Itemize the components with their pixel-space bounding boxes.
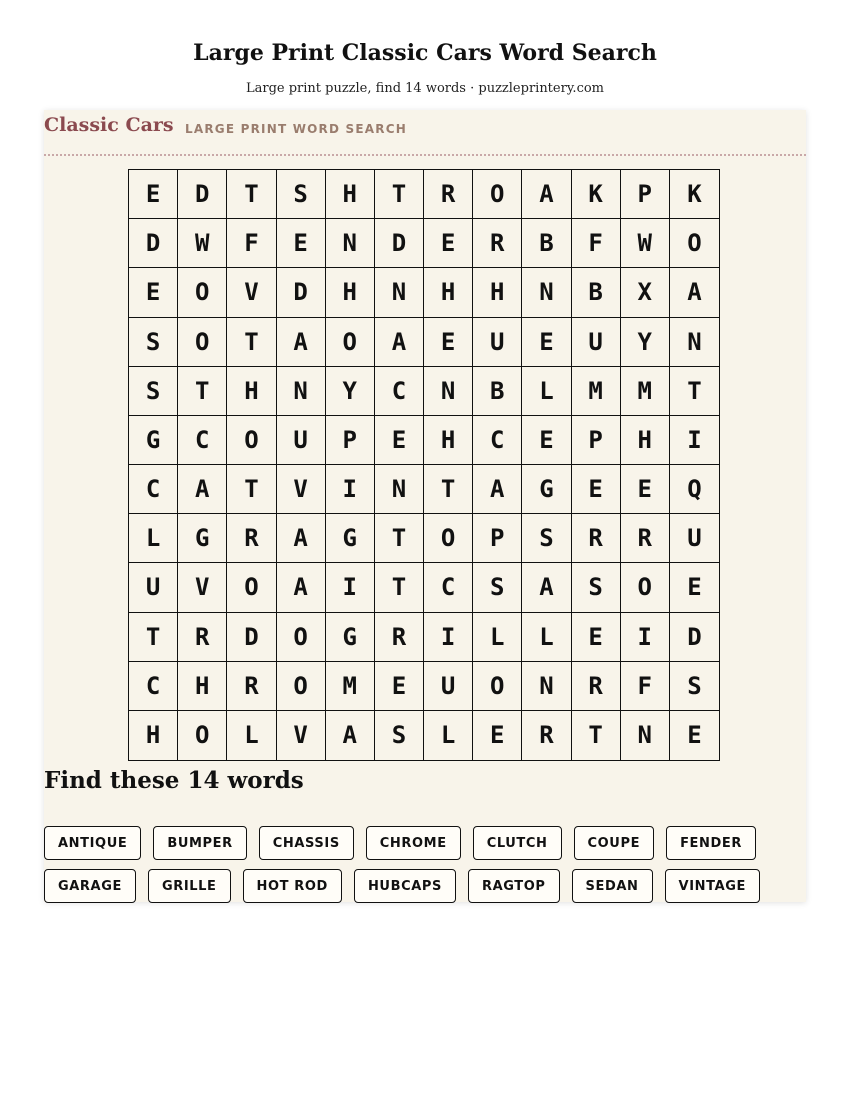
grid-cell[interactable]: I bbox=[326, 563, 375, 612]
puzzle-theme-title: Classic Cars bbox=[44, 114, 174, 136]
page-subtitle: Large print puzzle, find 14 words · puzzleprintery.com bbox=[245, 81, 605, 96]
grid-cell[interactable]: O bbox=[473, 170, 522, 219]
grid-cell[interactable]: N bbox=[621, 711, 670, 760]
grid-cell[interactable]: Q bbox=[670, 465, 719, 514]
grid-cell[interactable]: S bbox=[375, 711, 424, 760]
grid-cell[interactable]: R bbox=[621, 514, 670, 563]
grid-cell[interactable]: G bbox=[522, 465, 571, 514]
grid-cell[interactable]: N bbox=[375, 268, 424, 317]
grid-cell[interactable]: I bbox=[670, 416, 719, 465]
grid-cell[interactable]: A bbox=[473, 465, 522, 514]
grid-cell[interactable]: I bbox=[326, 465, 375, 514]
grid-cell[interactable]: F bbox=[572, 219, 621, 268]
grid-cell[interactable]: E bbox=[522, 318, 571, 367]
grid-cell[interactable]: V bbox=[277, 711, 326, 760]
grid-cell[interactable]: O bbox=[227, 563, 276, 612]
word-chip[interactable]: ANTIQUE bbox=[44, 826, 141, 860]
grid-cell[interactable]: D bbox=[375, 219, 424, 268]
grid-cell[interactable]: M bbox=[572, 367, 621, 416]
grid-cell[interactable]: O bbox=[326, 318, 375, 367]
page-title: Large Print Classic Cars Word Search bbox=[193, 40, 657, 66]
grid-cell[interactable]: U bbox=[424, 662, 473, 711]
grid-cell[interactable]: R bbox=[227, 514, 276, 563]
grid-cell[interactable]: H bbox=[424, 268, 473, 317]
puzzle-card bbox=[44, 110, 806, 902]
grid-cell[interactable]: U bbox=[670, 514, 719, 563]
grid-cell[interactable]: K bbox=[572, 170, 621, 219]
grid-cell[interactable]: H bbox=[326, 170, 375, 219]
grid-cell[interactable]: N bbox=[522, 662, 571, 711]
grid-cell[interactable]: P bbox=[621, 170, 670, 219]
grid-cell[interactable]: R bbox=[178, 613, 227, 662]
grid-cell[interactable]: V bbox=[277, 465, 326, 514]
grid-cell[interactable]: E bbox=[129, 170, 178, 219]
grid-cell[interactable]: I bbox=[424, 613, 473, 662]
grid-cell[interactable]: T bbox=[129, 613, 178, 662]
grid-cell[interactable]: A bbox=[670, 268, 719, 317]
grid-cell[interactable]: B bbox=[522, 219, 571, 268]
grid-cell[interactable]: E bbox=[572, 465, 621, 514]
grid-cell[interactable]: O bbox=[227, 416, 276, 465]
grid-cell[interactable]: B bbox=[473, 367, 522, 416]
grid-cell[interactable]: E bbox=[375, 416, 424, 465]
grid-cell[interactable]: M bbox=[621, 367, 670, 416]
grid-cell[interactable]: V bbox=[178, 563, 227, 612]
grid-cell[interactable]: R bbox=[473, 219, 522, 268]
grid-cell[interactable]: P bbox=[572, 416, 621, 465]
grid-cell[interactable]: C bbox=[129, 465, 178, 514]
grid-cell[interactable]: C bbox=[178, 416, 227, 465]
grid-cell[interactable]: A bbox=[522, 170, 571, 219]
grid-cell[interactable]: O bbox=[277, 613, 326, 662]
grid-cell[interactable]: F bbox=[227, 219, 276, 268]
grid-cell[interactable]: D bbox=[227, 613, 276, 662]
grid-cell[interactable]: E bbox=[572, 613, 621, 662]
grid-cell[interactable]: R bbox=[522, 711, 571, 760]
grid-cell[interactable]: R bbox=[375, 613, 424, 662]
grid-cell[interactable]: A bbox=[178, 465, 227, 514]
word-chip[interactable]: FENDER bbox=[666, 826, 756, 860]
card-header bbox=[44, 110, 806, 156]
grid-cell[interactable]: C bbox=[129, 662, 178, 711]
grid-cell[interactable]: A bbox=[522, 563, 571, 612]
grid-cell[interactable]: S bbox=[670, 662, 719, 711]
grid-cell[interactable]: C bbox=[424, 563, 473, 612]
grid-cell[interactable]: E bbox=[424, 219, 473, 268]
grid-cell[interactable]: O bbox=[473, 662, 522, 711]
grid-cell[interactable]: O bbox=[178, 268, 227, 317]
grid-cell[interactable]: G bbox=[178, 514, 227, 563]
grid-cell[interactable]: F bbox=[621, 662, 670, 711]
grid-cell[interactable]: T bbox=[424, 465, 473, 514]
word-chip[interactable]: CHASSIS bbox=[259, 826, 354, 860]
grid-cell[interactable]: E bbox=[473, 711, 522, 760]
word-chip[interactable]: HUBCAPS bbox=[354, 869, 456, 903]
grid-cell[interactable]: L bbox=[473, 613, 522, 662]
grid-cell[interactable]: O bbox=[178, 711, 227, 760]
grid-cell[interactable]: A bbox=[277, 514, 326, 563]
grid-cell[interactable]: Y bbox=[621, 318, 670, 367]
word-list-heading: Find these 14 words bbox=[44, 767, 304, 794]
grid-cell[interactable]: E bbox=[621, 465, 670, 514]
grid-cell[interactable]: D bbox=[178, 170, 227, 219]
grid-cell[interactable]: T bbox=[572, 711, 621, 760]
grid-cell[interactable]: K bbox=[670, 170, 719, 219]
grid-cell[interactable]: B bbox=[572, 268, 621, 317]
grid-cell[interactable]: U bbox=[473, 318, 522, 367]
grid-cell[interactable]: T bbox=[375, 514, 424, 563]
grid-cell[interactable]: G bbox=[326, 514, 375, 563]
grid-cell[interactable]: E bbox=[670, 563, 719, 612]
grid-cell[interactable]: N bbox=[424, 367, 473, 416]
grid-cell[interactable]: G bbox=[326, 613, 375, 662]
grid-cell[interactable]: T bbox=[178, 367, 227, 416]
grid-cell[interactable]: D bbox=[277, 268, 326, 317]
grid-cell[interactable]: O bbox=[277, 662, 326, 711]
grid-cell[interactable]: E bbox=[424, 318, 473, 367]
grid-cell[interactable]: H bbox=[473, 268, 522, 317]
grid-cell[interactable]: S bbox=[129, 318, 178, 367]
grid-cell[interactable]: H bbox=[129, 711, 178, 760]
grid-cell[interactable]: R bbox=[424, 170, 473, 219]
puzzle-type-label: LARGE PRINT WORD SEARCH bbox=[185, 122, 407, 136]
grid-cell[interactable]: S bbox=[277, 170, 326, 219]
grid-cell[interactable]: H bbox=[326, 268, 375, 317]
word-chip[interactable]: CHROME bbox=[366, 826, 461, 860]
grid-cell[interactable]: G bbox=[129, 416, 178, 465]
grid-cell[interactable]: X bbox=[621, 268, 670, 317]
grid-cell[interactable]: P bbox=[473, 514, 522, 563]
grid-cell[interactable]: T bbox=[227, 170, 276, 219]
grid-cell[interactable]: U bbox=[129, 563, 178, 612]
grid-cell[interactable]: N bbox=[277, 367, 326, 416]
grid-cell[interactable]: T bbox=[227, 318, 276, 367]
word-chip[interactable]: HOT ROD bbox=[243, 869, 342, 903]
grid-cell[interactable]: L bbox=[129, 514, 178, 563]
grid-cell[interactable]: L bbox=[424, 711, 473, 760]
grid-cell[interactable]: U bbox=[277, 416, 326, 465]
grid-cell[interactable]: T bbox=[375, 563, 424, 612]
grid-cell[interactable]: W bbox=[621, 219, 670, 268]
word-chip[interactable]: CLUTCH bbox=[473, 826, 562, 860]
grid-cell[interactable]: T bbox=[227, 465, 276, 514]
grid-cell[interactable]: H bbox=[178, 662, 227, 711]
word-chip[interactable]: GARAGE bbox=[44, 869, 136, 903]
grid-cell[interactable]: L bbox=[522, 613, 571, 662]
grid-cell[interactable]: C bbox=[375, 367, 424, 416]
grid-cell[interactable]: N bbox=[375, 465, 424, 514]
grid-cell[interactable]: R bbox=[572, 514, 621, 563]
grid-cell[interactable]: I bbox=[621, 613, 670, 662]
grid-cell[interactable]: U bbox=[572, 318, 621, 367]
grid-cell[interactable]: T bbox=[670, 367, 719, 416]
grid-cell[interactable]: W bbox=[178, 219, 227, 268]
grid-cell[interactable]: Y bbox=[326, 367, 375, 416]
grid-cell[interactable]: A bbox=[277, 563, 326, 612]
grid-cell[interactable]: N bbox=[522, 268, 571, 317]
grid-cell[interactable]: H bbox=[424, 416, 473, 465]
grid-cell[interactable]: E bbox=[522, 416, 571, 465]
grid-cell[interactable]: C bbox=[473, 416, 522, 465]
grid-cell[interactable]: R bbox=[227, 662, 276, 711]
grid-cell[interactable]: A bbox=[375, 318, 424, 367]
grid-cell[interactable]: E bbox=[129, 268, 178, 317]
word-chip[interactable]: VINTAGE bbox=[665, 869, 760, 903]
grid-cell[interactable]: S bbox=[522, 514, 571, 563]
grid-cell[interactable]: A bbox=[326, 711, 375, 760]
grid-cell[interactable]: D bbox=[670, 613, 719, 662]
grid-cell[interactable]: E bbox=[687, 721, 702, 750]
word-chip[interactable]: BUMPER bbox=[153, 826, 246, 860]
grid-cell[interactable]: O bbox=[621, 563, 670, 612]
grid-cell[interactable]: N bbox=[670, 318, 719, 367]
grid-cell[interactable]: P bbox=[326, 416, 375, 465]
grid-cell[interactable]: E bbox=[375, 662, 424, 711]
grid-cell[interactable]: A bbox=[277, 318, 326, 367]
letter-grid bbox=[128, 169, 720, 761]
grid-cell[interactable]: V bbox=[227, 268, 276, 317]
word-chip[interactable]: SEDAN bbox=[572, 869, 653, 903]
grid-cell[interactable]: S bbox=[473, 563, 522, 612]
grid-cell[interactable]: O bbox=[178, 318, 227, 367]
grid-cell[interactable]: M bbox=[326, 662, 375, 711]
grid-cell[interactable]: O bbox=[424, 514, 473, 563]
grid-cell[interactable]: O bbox=[670, 219, 719, 268]
grid-cell[interactable]: N bbox=[326, 219, 375, 268]
word-chip[interactable]: COUPE bbox=[574, 826, 655, 860]
grid-cell[interactable]: D bbox=[129, 219, 178, 268]
grid-cell[interactable]: H bbox=[621, 416, 670, 465]
grid-cell[interactable]: S bbox=[572, 563, 621, 612]
grid-cell[interactable]: R bbox=[572, 662, 621, 711]
grid-cell[interactable]: H bbox=[227, 367, 276, 416]
word-chip[interactable]: RAGTOP bbox=[468, 869, 560, 903]
grid-cell[interactable]: L bbox=[522, 367, 571, 416]
grid-cell[interactable]: L bbox=[227, 711, 276, 760]
grid-cell[interactable]: E bbox=[277, 219, 326, 268]
grid-cell[interactable]: T bbox=[375, 170, 424, 219]
word-chip[interactable]: GRILLE bbox=[148, 869, 231, 903]
word-list bbox=[44, 826, 806, 903]
grid-cell[interactable]: S bbox=[129, 367, 178, 416]
